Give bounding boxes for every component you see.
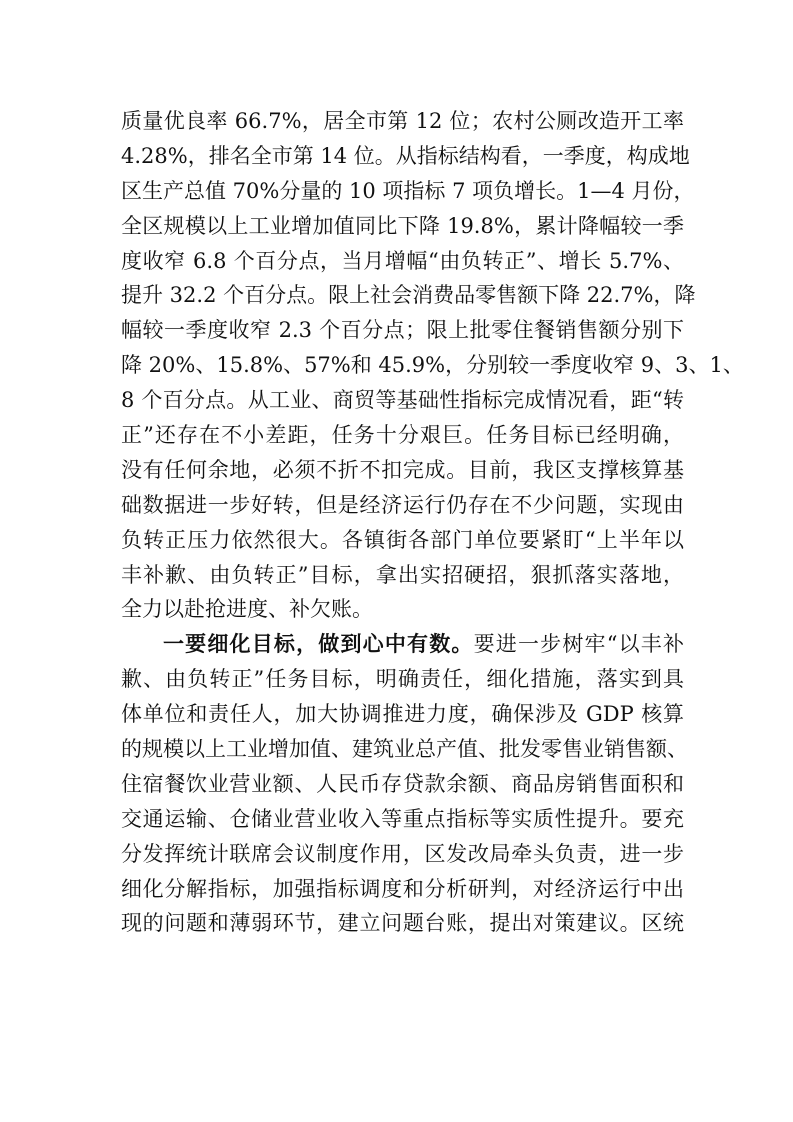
text-line: 降 20%、15.8%、57%和 45.9%，分别较一季度收窄 9、3、1、	[121, 353, 744, 378]
text-line: 幅较一季度收窄 2.3 个百分点；限上批零住餐销售额分别下	[121, 318, 684, 343]
text-line: 住宿餐饮业营业额、人民币存贷款余额、商品房销售面积和	[121, 771, 684, 796]
text-span: 要进一步树牢“以丰补	[473, 632, 684, 657]
text-line: 4.28%，排名全市第 14 位。从指标结构看，一季度，构成地	[121, 143, 690, 168]
text-line	[121, 627, 684, 662]
text-line: 全力以赴抢进度、补欠账。	[121, 597, 373, 622]
text-line: 的规模以上工业增加值、建筑业总产值、批发零售业销售额、	[121, 737, 688, 762]
text-line: 8 个百分点。从工业、商贸等基础性指标完成情况看，距“转	[121, 388, 684, 413]
document-page	[121, 104, 744, 941]
text-line: 区生产总值 70%分量的 10 项指标 7 项负增长。1—4 月份，	[121, 178, 695, 203]
paragraph	[121, 627, 688, 941]
paragraph	[121, 104, 744, 627]
section-heading: 一要细化目标，做到心中有数。	[163, 631, 474, 657]
text-line: 分发挥统计联席会议制度作用，区发改局牵头负责，进一步	[121, 841, 684, 866]
text-line: 歉、由负转正”任务目标，明确责任，细化措施，落实到具	[121, 667, 684, 692]
text-line: 交通运输、仓储业营业收入等重点指标等实质性提升。要充	[121, 806, 684, 831]
text-line: 体单位和责任人，加大协调推进力度，确保涉及 GDP 核算	[121, 702, 684, 727]
text-line: 细化分解指标，加强指标调度和分析研判，对经济运行中出	[121, 876, 684, 901]
text-line: 现的问题和薄弱环节，建立问题台账，提出对策建议。区统	[121, 911, 684, 936]
text-line: 质量优良率 66.7%，居全市第 12 位；农村公厕改造开工率	[121, 109, 684, 133]
text-line: 没有任何余地，必须不折不扣完成。目前，我区支撑核算基	[121, 457, 684, 482]
text-line: 全区规模以上工业增加值同比下降 19.8%，累计降幅较一季	[121, 213, 684, 238]
text-line: 丰补歉、由负转正”目标，拿出实招硬招，狠抓落实落地，	[121, 562, 684, 587]
text-line: 提升 32.2 个百分点。限上社会消费品零售额下降 22.7%，降	[121, 283, 696, 308]
text-line: 度收窄 6.8 个百分点，当月增幅“由负转正”、增长 5.7%、	[121, 248, 684, 273]
text-line: 础数据进一步好转，但是经济运行仍存在不少问题，实现由	[121, 492, 684, 517]
text-line: 正”还存在不小差距，任务十分艰巨。任务目标已经明确，	[121, 423, 684, 448]
text-line: 负转正压力依然很大。各镇街各部门单位要紧盯“上半年以	[121, 527, 684, 552]
